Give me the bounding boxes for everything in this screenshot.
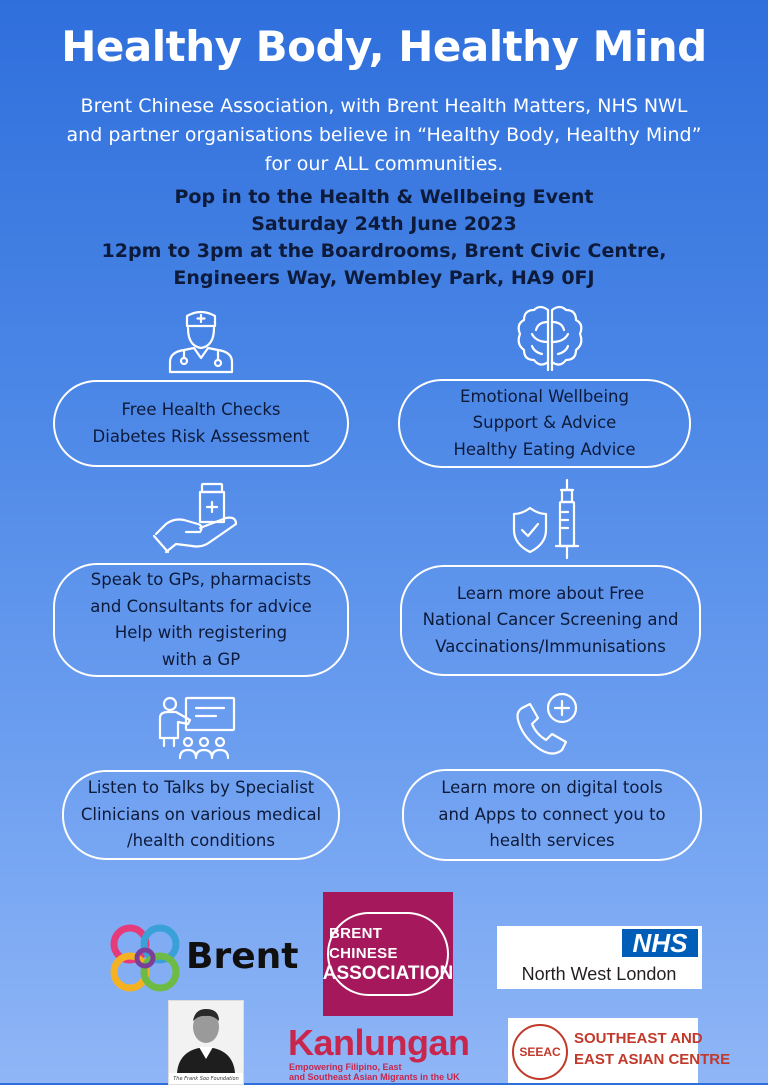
phone-plus-icon xyxy=(512,690,582,760)
card-line: /health conditions xyxy=(127,831,275,851)
brent-logo-text: Brent xyxy=(186,936,299,977)
card-line: Free Health Checks xyxy=(121,400,281,419)
seeac-line: SOUTHEAST AND xyxy=(574,1030,703,1047)
card-line: National Cancer Screening and xyxy=(422,610,679,630)
card-line: and Consultants for advice xyxy=(90,596,312,616)
event-line: 12pm to 3pm at the Boardrooms, Brent Civic Centre, xyxy=(101,240,667,262)
event-address: Engineers Way, Wembley Park, HA9 0FJ xyxy=(173,267,595,289)
seeac-name xyxy=(574,1028,730,1070)
page-title: Healthy Body, Healthy Mind xyxy=(61,22,707,71)
portrait-photo xyxy=(169,1001,243,1073)
card-line: with a GP xyxy=(161,649,241,669)
seeac-badge: SEEAC xyxy=(512,1024,568,1080)
brain-icon xyxy=(514,302,586,372)
digital-tools-card xyxy=(402,769,702,861)
card-line: Help with registering xyxy=(114,623,288,642)
intro-line: for our ALL communities. xyxy=(264,153,504,175)
card-line: Speak to GPs, pharmacists xyxy=(90,570,312,589)
card-line: health services xyxy=(489,831,615,851)
intro-line: Brent Chinese Association, with Brent Health Matters, NHS NWL xyxy=(80,95,688,117)
brent-chinese-association-logo xyxy=(323,892,453,1016)
event-date: Saturday 24th June 2023 xyxy=(251,213,517,235)
health-checks-card xyxy=(53,380,349,467)
kanlungan-logo-text: Kanlungan xyxy=(288,1022,470,1063)
card-line: Emotional Wellbeing xyxy=(460,386,629,406)
intro-text xyxy=(20,92,748,179)
card-line: Healthy Eating Advice xyxy=(453,439,636,459)
seeac-line: EAST ASIAN CENTRE xyxy=(574,1051,731,1068)
card-line: Diabetes Risk Assessment xyxy=(92,426,310,446)
card-line: Learn more on digital tools xyxy=(441,778,663,798)
kanlungan-tagline xyxy=(289,1062,460,1082)
gp-advice-card xyxy=(53,563,349,677)
card-line: and Apps to connect you to xyxy=(438,804,666,824)
nhs-badge: NHS xyxy=(622,929,698,957)
kanlungan-tagline-line: Empowering Filipino, East xyxy=(289,1062,402,1072)
card-line: Vaccinations/Immunisations xyxy=(435,636,666,656)
event-line: Pop in to the Health & Wellbeing Event xyxy=(174,186,594,208)
specialist-talks-card xyxy=(62,770,340,860)
frank-caption: The Frank Soo Foundation xyxy=(173,1076,239,1082)
frank-soo-foundation-logo xyxy=(168,1000,244,1085)
intro-line: and partner organisations believe in “Healthy Body, Healthy Mind” xyxy=(66,124,702,146)
bca-line: BRENT CHINESE xyxy=(329,925,398,962)
nhs-nwl-logo xyxy=(497,926,702,989)
bca-ring xyxy=(322,912,454,996)
event-details xyxy=(20,184,748,292)
card-line: Listen to Talks by Specialist xyxy=(87,778,315,798)
nhs-region: North West London xyxy=(521,964,677,984)
hand-medicine-icon xyxy=(152,480,244,556)
seeac-logo xyxy=(508,1018,731,1083)
kanlungan-tagline-line: and Southeast Asian Migrants in the UK xyxy=(289,1072,460,1082)
emotional-wellbeing-card xyxy=(398,379,691,468)
cancer-screening-card xyxy=(400,565,701,676)
presentation-icon xyxy=(156,694,238,762)
doctor-icon xyxy=(166,304,236,374)
bca-line: ASSOCIATION xyxy=(322,963,454,984)
card-line: Support & Advice xyxy=(472,413,617,433)
shield-syringe-icon xyxy=(510,478,582,562)
card-line: Learn more about Free xyxy=(456,583,645,603)
brent-logo-mark xyxy=(110,924,180,996)
card-line: Clinicians on various medical xyxy=(80,804,322,824)
